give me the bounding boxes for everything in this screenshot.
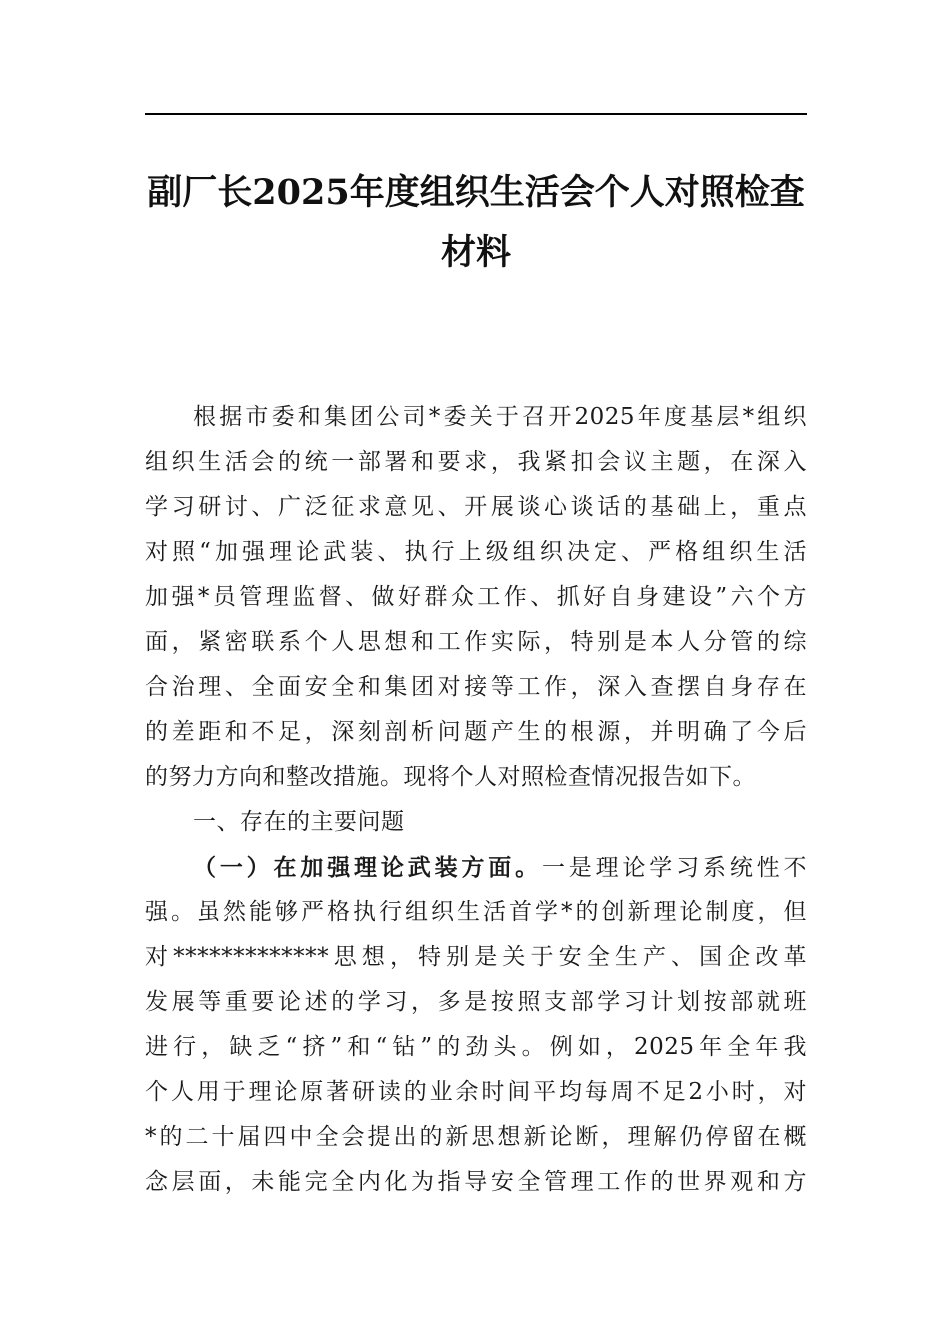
paragraph-line: 面，紧密联系个人思想和工作实际，特别是本人分管的综 bbox=[145, 629, 807, 655]
paragraph-line: 进行，缺乏“挤”和“钻”的劲头。例如，2025年全年我 bbox=[145, 1034, 807, 1060]
title-line-1: 副厂长2025年度组织生活会个人对照检查 bbox=[147, 172, 805, 213]
title-line-2: 材料 bbox=[440, 232, 511, 273]
paragraph-line: 的努力方向和整改措施。现将个人对照检查情况报告如下。 bbox=[145, 764, 756, 790]
section-heading: 一、存在的主要问题 bbox=[193, 809, 405, 835]
paragraph-line: 对照“加强理论武装、执行上级组织决定、严格组织生活 bbox=[145, 539, 807, 565]
paragraph-line: 的差距和不足，深刻剖析问题产生的根源，并明确了今后 bbox=[145, 719, 807, 745]
paragraph-line: 根据市委和集团公司*委关于召开2025年度基层*组织 bbox=[193, 404, 807, 430]
paragraph-line: 念层面，未能完全内化为指导安全管理工作的世界观和方 bbox=[145, 1169, 807, 1195]
paragraph-line: 个人用于理论原著研读的业余时间平均每周不足2小时，对 bbox=[145, 1079, 807, 1105]
sub-section-title: （一）在加强理论武装方面。 bbox=[193, 854, 542, 881]
sub-section-first-rest: 一是理论学习系统性不 bbox=[541, 855, 808, 881]
paragraph-line: 强。虽然能够严格执行组织生活首学*的创新理论制度，但 bbox=[145, 899, 807, 925]
paragraph-line: 合治理、全面安全和集团对接等工作，深入查摆自身存在 bbox=[145, 674, 807, 700]
document-body bbox=[145, 395, 807, 1205]
paragraph-line: 学习研讨、广泛征求意见、开展谈心谈话的基础上，重点 bbox=[145, 494, 807, 520]
sub-section-first-line bbox=[145, 845, 807, 890]
paragraph-line: 加强*员管理监督、做好群众工作、抓好自身建设”六个方 bbox=[145, 584, 807, 610]
document-title bbox=[145, 163, 807, 283]
paragraph-line: 组织生活会的统一部署和要求，我紧扣会议主题，在深入 bbox=[145, 449, 807, 475]
paragraph-line: 发展等重要论述的学习，多是按照支部学习计划按部就班 bbox=[145, 989, 807, 1015]
paragraph-line: *的二十届四中全会提出的新思想新论断，理解仍停留在概 bbox=[145, 1124, 807, 1150]
paragraph-line: 对*************思想，特别是关于安全生产、国企改革 bbox=[145, 944, 807, 970]
header-rule bbox=[145, 113, 807, 115]
